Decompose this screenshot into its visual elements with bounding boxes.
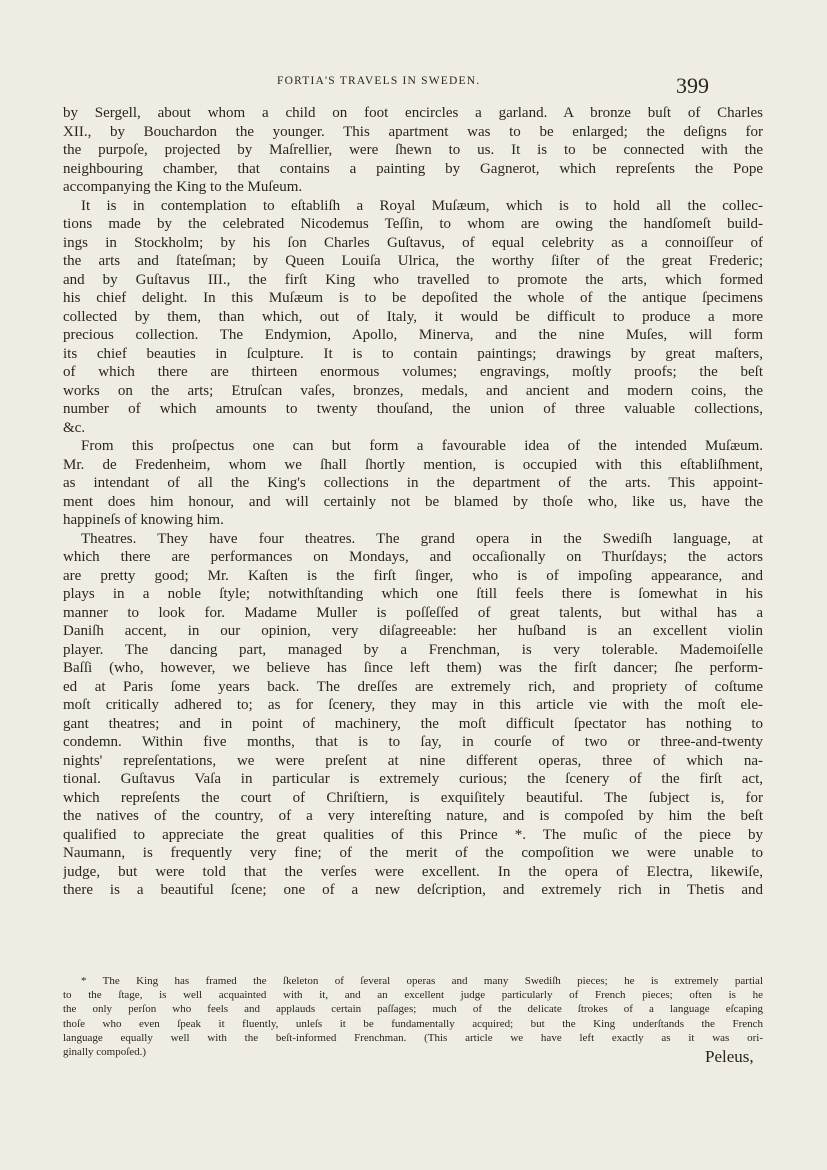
text-line: which there are performances on Mondays, and occaſionally on Thurſdays; the actors — [63, 549, 763, 565]
page-header — [0, 73, 827, 107]
text-line: precious collection. The Endymion, Apollo, Minerva, and the nine Muſes, will form — [63, 327, 763, 343]
text-line: ment does him honour, and will certainly not be blamed by thoſe who, like us, have the — [63, 493, 763, 510]
footnote-line: the only perſon who feels and applauds certain paſſages; much of the delicate ſtrokes of a language eſcaping — [63, 1003, 763, 1016]
text-line: qualified to appreciate the great qualities of this Prince *. The muſic of the piece by — [63, 826, 763, 843]
text-line: the arts and ſtateſman; by Queen Louiſa Ulrica, the worthy ſiſter of the great Frederic; — [63, 253, 763, 269]
text-line: accompanying the King to the Muſeum. — [63, 179, 303, 195]
text-line: judge, but were told that the verſes were excellent. In the opera of Electra, likewiſe, — [63, 863, 763, 880]
page-number: 399 — [676, 73, 709, 98]
text-line: number of which amounts to twenty thouſand, the union of three valuable collections, — [63, 401, 763, 417]
text-line: tions made by the celebrated Nicodemus Teſſin, to whom are owing the handſomeſt build- — [63, 216, 763, 232]
text-line: of which there are thirteen enormous volumes; engravings, moſtly proofs; the beſt — [63, 364, 763, 380]
text-line: ed at Paris ſome years back. The dreſſes are extremely rich, and propriety of coſtume — [63, 678, 763, 695]
text-line: the natives of the country, of a very intereſting nature, and is compoſed by him the beſt — [63, 808, 763, 824]
text-line: happineſs of knowing him. — [63, 512, 224, 528]
text-line: XII., by Bouchardon the younger. This apartment was to be enlarged; the deſigns for — [63, 123, 763, 140]
text-line: ings in Stockholm; by his ſon Charles Guſtavus, of equal celebrity as a connoiſſeur of — [63, 234, 763, 251]
text-line: Theatres. They have four theatres. The grand opera in the Swediſh language, at — [81, 530, 763, 547]
text-line: moſt critically adhered to; as for ſcenery, they may in this article vie with the moſt ele- — [63, 697, 763, 713]
footnote-line: thoſe who even ſpeak it fluently, unleſs it be fundamentally acquired; but the King underſtands the French — [63, 1017, 763, 1030]
text-line: &c. — [63, 419, 86, 436]
footnote — [63, 974, 763, 1059]
text-line: player. The dancing part, managed by a Frenchman, is very tolerable. Mademoiſelle — [63, 641, 763, 658]
text-line: It is in contemplation to eſtabliſh a Royal Muſæum, which is to hold all the collec- — [81, 197, 763, 214]
text-line: Baſſi (who, however, we believe has ſince left them) was the firſt dancer; ſhe perform- — [63, 660, 763, 676]
text-line: works on the arts; Etruſcan vaſes, bronzes, medals, and ancient and modern coins, the — [63, 382, 763, 399]
text-line: condemn. Within five months, that is to ſay, in courſe of two or three-and-twenty — [63, 734, 763, 750]
text-line: plays in a noble ſtyle; notwithſtanding which one ſtill feels there is ſomewhat in his — [63, 586, 763, 602]
text-line: and by Guſtavus III., the firſt King who travelled to promote the arts, which formed — [63, 271, 763, 288]
text-line: nights' repreſentations, we were preſent at nine different operas, three of which na- — [63, 752, 763, 769]
text-line: manner to look for. Madame Muller is poſſeſſed of great talents, but withal has a — [63, 604, 763, 621]
catchword: Peleus, — [705, 1047, 754, 1066]
text-line: Naumann, is frequently very fine; of the merit of the compoſition we were unable to — [63, 845, 763, 861]
footnote-line: to the ſtage, is well acquainted with it, and an excellent judge particularly of French pieces; often is he — [63, 989, 763, 1002]
body-text — [63, 104, 763, 900]
text-line: From this proſpectus one can but form a favourable idea of the intended Muſæum. — [81, 438, 763, 454]
text-line: are pretty good; Mr. Kaſten is the firſt ſinger, who is of impoſing appearance, and — [63, 567, 763, 584]
text-line: gant theatres; and in point of machinery, the moſt difficult ſpectator has nothing to — [63, 715, 763, 732]
footnote-line: language equally well with the beſt-informed Frenchman. (This article we have left exactly as it was ori- — [63, 1031, 763, 1044]
text-line: as intendant of all the King's collections in the department of the arts. This appoint- — [63, 475, 763, 491]
text-line: its chief beauties in ſculpture. It is to contain paintings; drawings by great maſters, — [63, 345, 763, 362]
running-head: FORTIA'S TRAVELS IN SWEDEN. — [277, 75, 481, 87]
footnote-line: ginally compoſed.) — [63, 1045, 147, 1058]
text-line: tional. Guſtavus Vaſa in particular is extremely curious; the ſcenery of the firſt act, — [63, 771, 763, 787]
text-line: the purpoſe, projected by Maſrellier, were ſhewn to us. It is to be connected with the — [63, 142, 763, 158]
text-line: his chief delight. In this Muſæum is to be depoſited the whole of the antique ſpecimens — [63, 290, 763, 306]
text-line: by Sergell, about whom a child on foot encircles a garland. A bronze buſt of Charles — [63, 105, 763, 121]
text-line: neighbouring chamber, that contains a painting by Gagnerot, which repreſents the Pope — [63, 160, 763, 177]
text-line: which repreſents the court of Chriſtiern, is exquiſitely beautiful. The ſubject is, for — [63, 789, 763, 806]
text-line: there is a beautiful ſcene; one of a new deſcription, and extremely rich in Thetis and — [63, 882, 763, 898]
text-line: collected by them, than which, out of Italy, it would be difficult to produce a more — [63, 308, 763, 325]
text-line: Daniſh accent, in our opinion, very diſagreeable: her huſband is an excellent violin — [63, 623, 763, 639]
text-line: Mr. de Fredenheim, whom we ſhall ſhortly mention, is occupied with this eſtabliſhment, — [63, 456, 763, 473]
footnote-line: * The King has framed the ſkeleton of ſeveral operas and many Swediſh pieces; he is extremely partial — [81, 975, 763, 987]
